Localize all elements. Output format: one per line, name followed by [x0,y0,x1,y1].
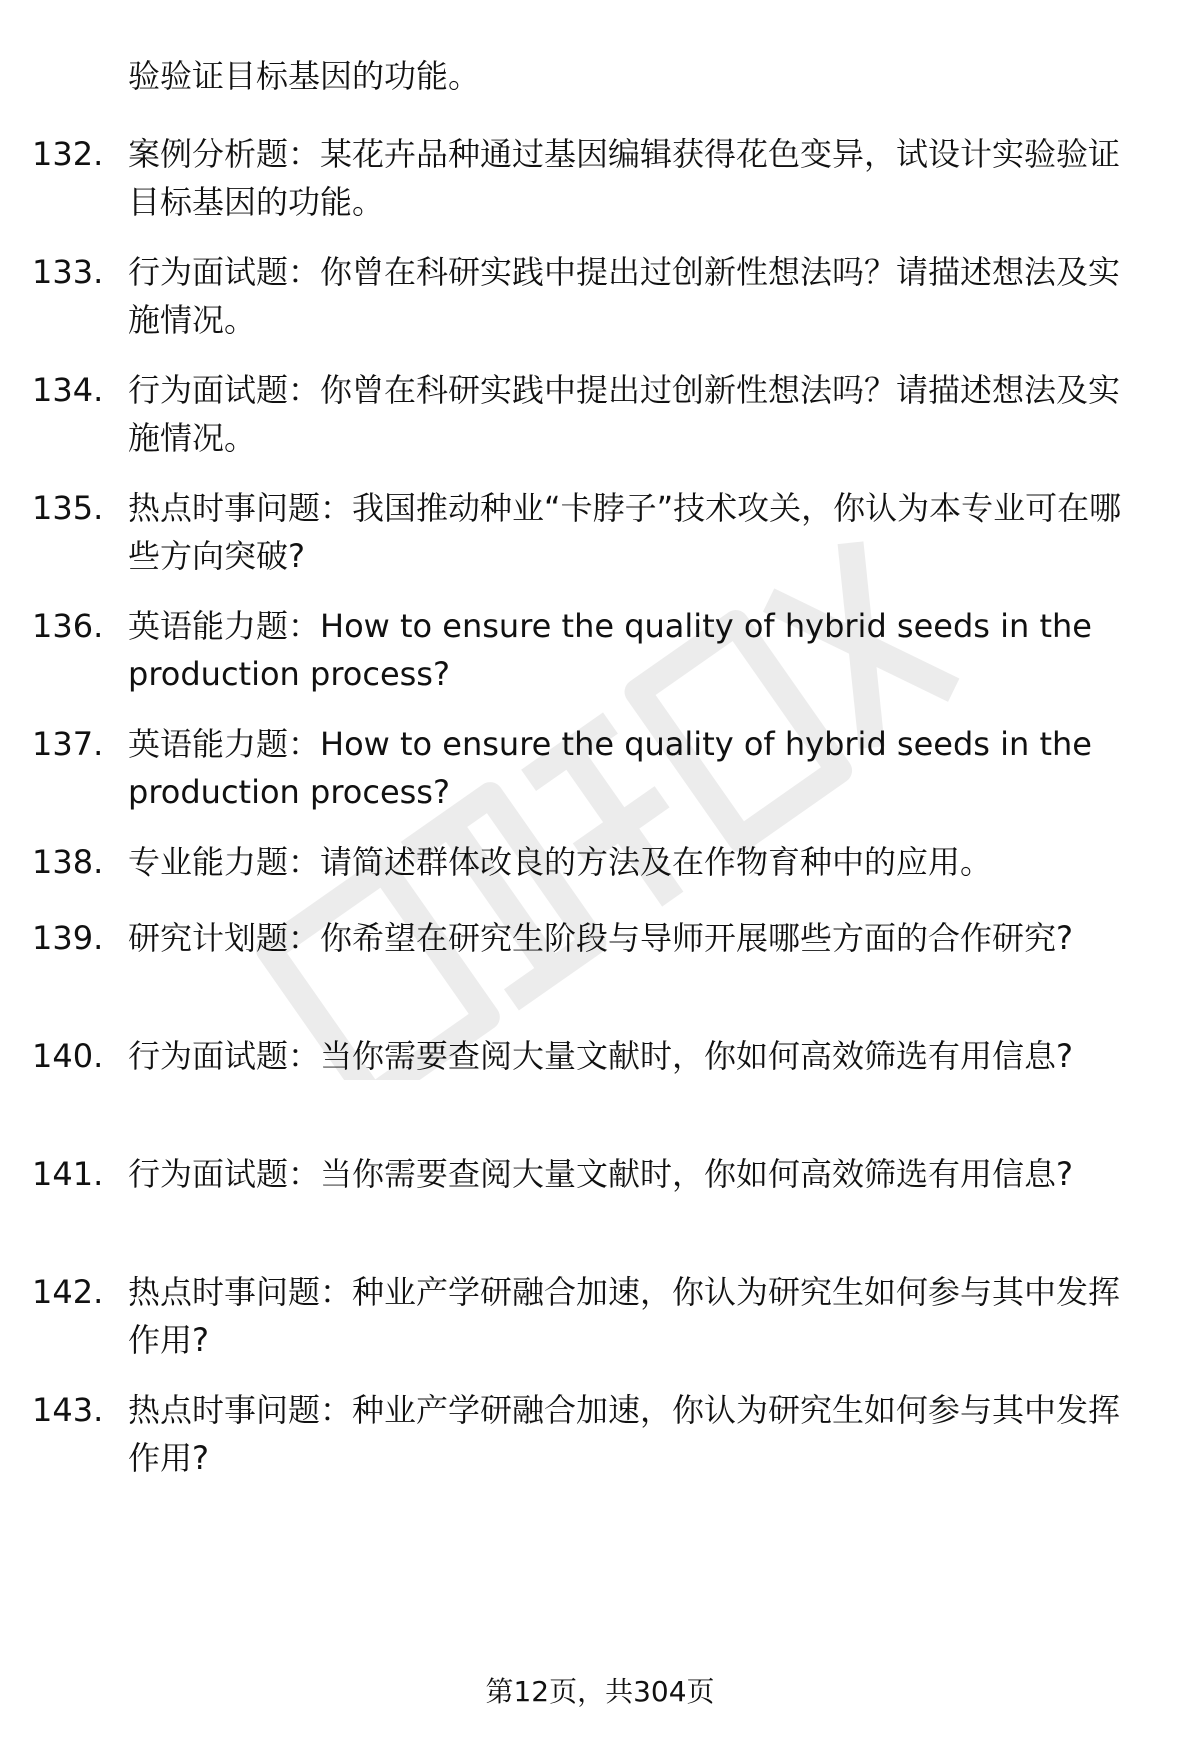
question-text: 热点时事问题：种业产学研融合加速，你认为研究生如何参与其中发挥作用? [128,1391,1121,1477]
question-text: 研究计划题：你希望在研究生阶段与导师开展哪些方面的合作研究? [128,919,1073,957]
question-number: 135. [32,489,104,527]
question-number: 140. [32,1037,104,1075]
page-footer: 第12页，共304页 [485,1675,715,1708]
question-text: 热点时事问题：我国推动种业“卡脖子”技术攻关，你认为本专业可在哪些方向突破? [128,489,1122,575]
question-text: 英语能力题：How to ensure the quality of hybrid seeds in the production process? [128,607,1092,693]
question-number: 136. [32,607,104,645]
question-text: 热点时事问题：种业产学研融合加速，你认为研究生如何参与其中发挥作用? [128,1273,1121,1359]
question-number: 141. [32,1155,104,1193]
question-text: 专业能力题：请简述群体改良的方法及在作物育种中的应用。 [128,843,993,881]
question-text: 案例分析题：某花卉品种通过基因编辑获得花色变异，试设计实验验证目标基因的功能。 [128,135,1121,221]
question-text: 行为面试题：当你需要查阅大量文献时，你如何高效筛选有用信息? [128,1037,1073,1075]
question-number: 137. [32,725,104,763]
question-text: 行为面试题：当你需要查阅大量文献时，你如何高效筛选有用信息? [128,1155,1073,1193]
question-number: 132. [32,135,104,173]
question-text: 行为面试题：你曾在科研实践中提出过创新性想法吗？请描述想法及实施情况。 [128,371,1121,457]
question-number: 142. [32,1273,104,1311]
question-text: 行为面试题：你曾在科研实践中提出过创新性想法吗？请描述想法及实施情况。 [128,253,1121,339]
question-number: 133. [32,253,104,291]
question-number: 139. [32,919,104,957]
question-number: 134. [32,371,104,409]
continuation-text: 验验证目标基因的功能。 [128,57,481,95]
question-number: 138. [32,843,104,881]
question-text: 英语能力题：How to ensure the quality of hybrid seeds in the production process? [128,725,1092,811]
question-number: 143. [32,1391,104,1429]
